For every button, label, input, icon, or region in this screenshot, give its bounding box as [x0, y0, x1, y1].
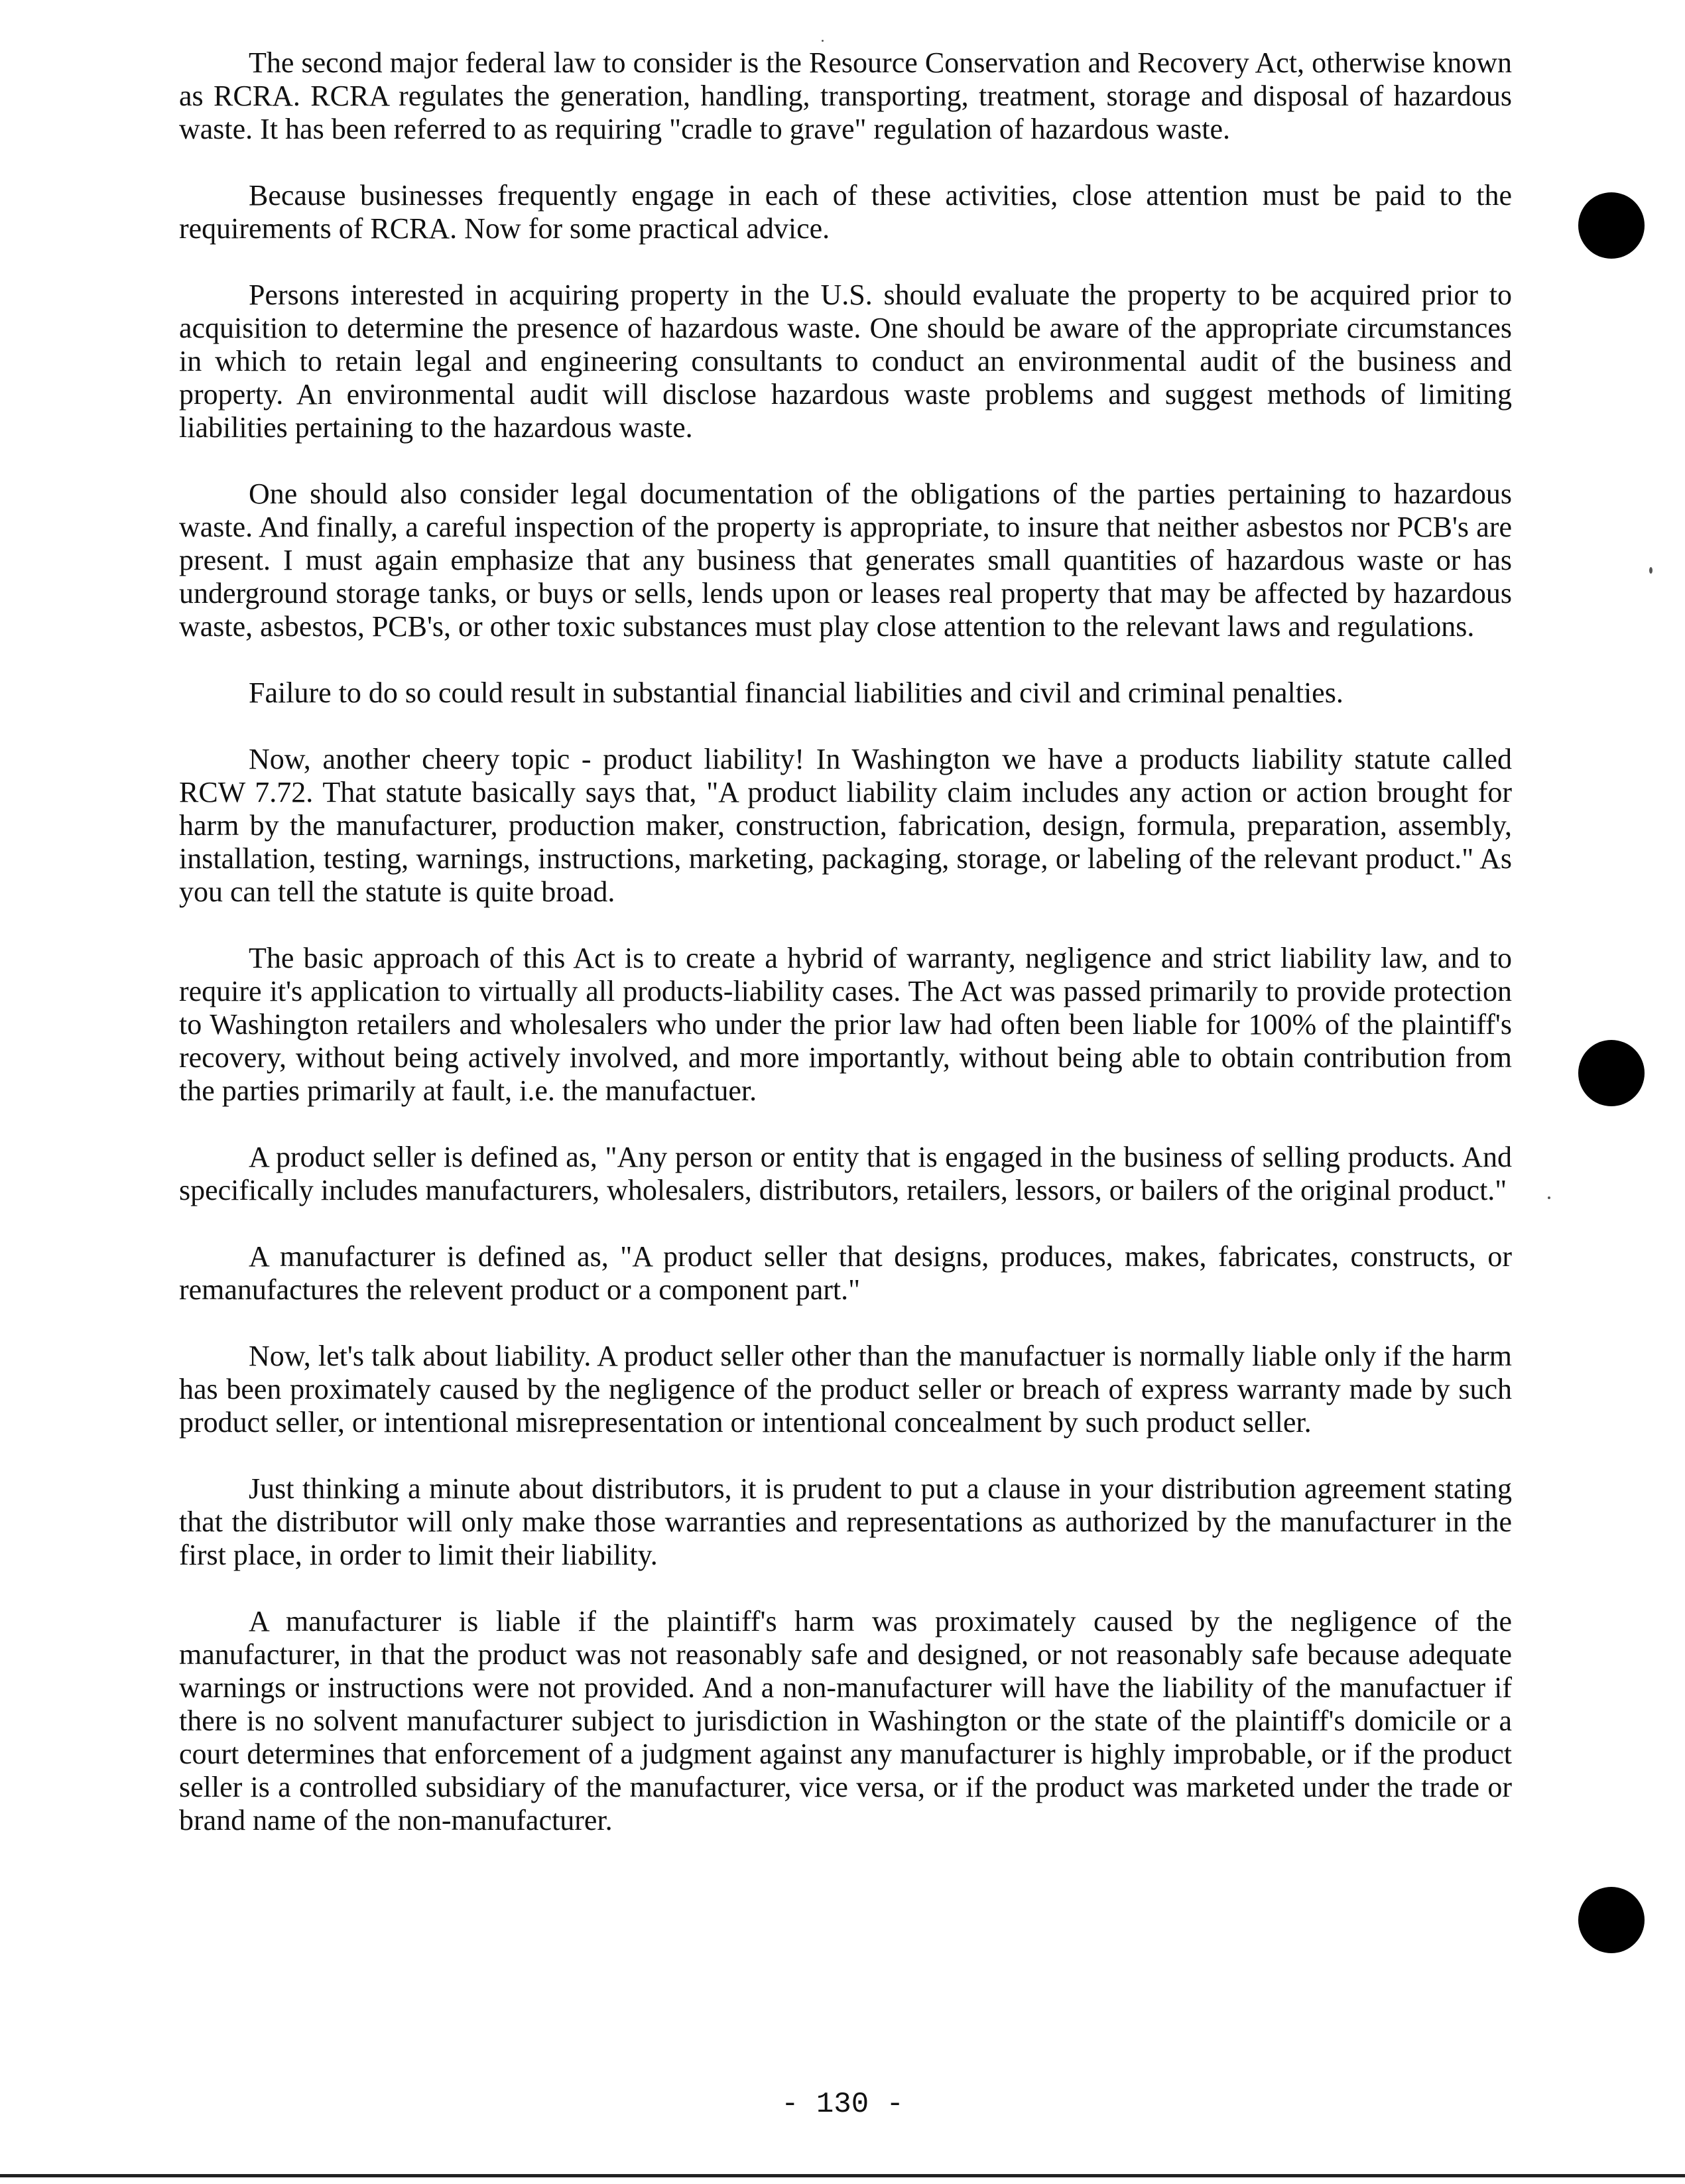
page-bottom-edge — [0, 2174, 1685, 2177]
body-text — [179, 46, 1512, 1870]
paragraph: One should also consider legal documentation of the obligations of the parties pertaining to hazardous waste. And finally, a careful inspection of the property is appropriate, to insure that neither asbestos nor PCB's are present. I must again emphasize that any business that generates small quantities of hazardous waste or has underground storage tanks, or buys or sells, lends upon or leases real property that may be affected by hazardous waste, asbestos, PCB's, or other toxic substances must play close attention to the relevant laws and regulations. — [179, 478, 1512, 643]
scan-speck — [1548, 1196, 1550, 1199]
paragraph: The second major federal law to consider is the Resource Conservation and Recovery Act, otherwise known as RCRA. RCRA regulates the generation, handling, transporting, treatment, storage and disposal of hazardous waste. It has been referred to as requiring "cradle to grave" regulation of hazardous waste. — [179, 46, 1512, 145]
paragraph: A manufacturer is liable if the plaintiff's harm was proximately caused by the negligence of the manufacturer, in that the product was not reasonably safe and designed, or not reasonably safe because adequate warnings or instructions were not provided. And a non-manufacturer will have the liability of the manufactuer if there is no solvent manufacturer subject to jurisdiction in Washington or the state of the plaintiff's domicile or a court determines that enforcement of a judgment against any manufacturer is highly improbable, or if the product seller is a controlled subsidiary of the manufacturer, vice versa, or if the product was marketed under the trade or brand name of the non-manufacturer. — [179, 1605, 1512, 1836]
paragraph: Just thinking a minute about distributors, it is prudent to put a clause in your distribution agreement stating that the distributor will only make those warranties and representations as authorized by the manufacturer in the first place, in order to limit their liability. — [179, 1472, 1512, 1571]
paragraph: The basic approach of this Act is to create a hybrid of warranty, negligence and strict liability law, and to require it's application to virtually all products-liability cases. The Act was passed primarily to provide protection to Washington retailers and wholesalers who under the prior law had often been liable for 100% of the plaintiff's recovery, without being actively involved, and more importantly, without being able to obtain contribution from the parties primarily at fault, i.e. the manufactuer. — [179, 942, 1512, 1107]
paragraph: Now, another cheery topic - product liability! In Washington we have a products liability statute called RCW 7.72. That statute basically says that, "A product liability claim includes any action or action brought for harm by the manufacturer, production maker, construction, fabrication, design, formula, preparation, assembly, installation, testing, warnings, instructions, marketing, packaging, storage, or labeling of the relevant product." As you can tell the statute is quite broad. — [179, 743, 1512, 908]
punch-hole-middle — [1578, 1040, 1645, 1106]
scan-speck — [822, 40, 824, 42]
scan-speck — [1649, 567, 1653, 574]
page-number: - 130 - — [781, 2088, 904, 2121]
paragraph: A manufacturer is defined as, "A product seller that designs, produces, makes, fabricates, constructs, or remanufactures the relevent product or a component part." — [179, 1240, 1512, 1306]
paragraph: A product seller is defined as, "Any person or entity that is engaged in the business of selling products. And specifically includes manufacturers, wholesalers, distributors, retailers, lessors, or bailers of the original product." — [179, 1141, 1512, 1206]
punch-hole-top — [1578, 192, 1645, 259]
paragraph: Failure to do so could result in substantial financial liabilities and civil and criminal penalties. — [249, 676, 1343, 709]
paragraph: Persons interested in acquiring property in the U.S. should evaluate the property to be acquired prior to acquisition to determine the presence of hazardous waste. One should be aware of the appropriate circumstances in which to retain legal and engineering consultants to conduct an environmental audit of the business and property. An environmental audit will disclose hazardous waste problems and suggest methods of limiting liabilities pertaining to the hazardous waste. — [179, 279, 1512, 444]
paragraph: Because businesses frequently engage in each of these activities, close attention must be paid to the requirements of RCRA. Now for some practical advice. — [179, 179, 1512, 245]
punch-hole-bottom — [1578, 1887, 1645, 1953]
paragraph: Now, let's talk about liability. A product seller other than the manufactuer is normally liable only if the harm has been proximately caused by the negligence of the product seller or breach of express warranty made by such product seller, or intentional misrepresentation or intentional concealment by such product seller. — [179, 1340, 1512, 1439]
